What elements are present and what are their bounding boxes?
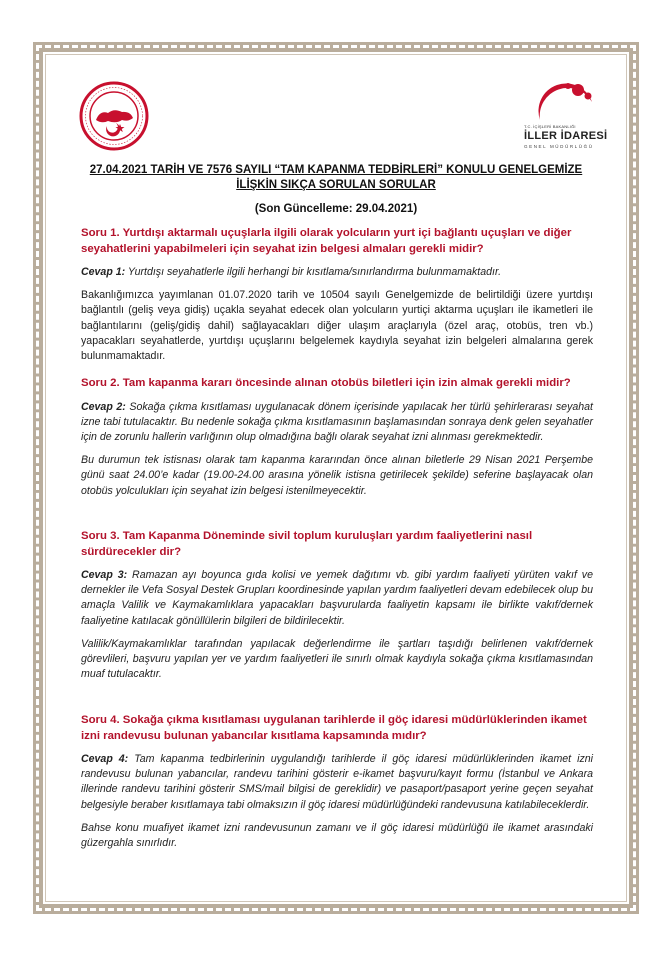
- answer-text: Yurtdışı seyahatlerle ilgili herhangi bir kısıtlama/sınırlandırma bulunmamaktadır.: [125, 266, 502, 278]
- answer-paragraph: [81, 400, 593, 446]
- qa-item-3: [81, 529, 593, 682]
- question-text: Soru 1. Yurtdışı aktarmalı uçuşlarla ilgili olarak yolcuların yurt içi bağlantı uçuşları ve diğer seyahatlerini yapabilmeleri için seyahat izin belgesi almaları gerekli midir?: [81, 227, 572, 255]
- answer-label: Cevap 4:: [81, 753, 129, 765]
- answer-paragraph: [81, 752, 593, 813]
- answer-text: Sokağa çıkma kısıtlaması uygulanacak dönem içerisinde yapılacak her türlü şehirlerarası seyahat izne tabi tutulacaktır. Bu nedenle sokağa çıkma kısıtlamasının başlamasından sonraya denk gelen seyahatler için de zorunlu hallerin varlığının olup olmadığına bağlı olarak seyahat izni alınması gerekmektedir.: [81, 400, 593, 443]
- document-title: 27.04.2021 TARİH VE 7576 SAYILI “TAM KAPANMA TEDBİRLERİ” KONULU GENELGEMİZE İLİŞKİN SIKÇA SORULAN SORULAR: [89, 164, 583, 191]
- qa-item-1: [81, 226, 593, 364]
- brand-subtitle: GENEL MÜDÜRLÜĞÜ: [524, 144, 594, 149]
- ministry-caption: T.C. İÇİŞLERİ BAKANLIĞI: [524, 124, 576, 129]
- question-text: Soru 4. Sokağa çıkma kısıtlaması uygulanan tarihlerde il göç idaresi müdürlüklerinden ikamet izni randevusu bulunan yabancılar kısıtlama kapsamında mıdır?: [81, 714, 587, 742]
- answer-text: Tam kapanma tedbirlerinin uygulandığı tarihlerde il göç idaresi müdürlüklerinden ikamet izni randevusu bulunan yabancılar, randevu tarihini gösterir e-ikamet başvuru/kayıt formu (İstanbul ve Ankara illerinde randevu tarihini gösterir SMS/mail bilgisi de gereklidir) ve pasaport/pasaport yerine geçen seyahat belgesiyle beraber kısıtlamaya tabi olmaksızın il göç idaresi müdürlüğündeki randevusuna katılabileceklerdir.: [81, 753, 593, 811]
- question-text: Soru 3. Tam Kapanma Döneminde sivil toplum kuruluşları yardım faaliyetlerini nasıl sürdürecekler dir?: [81, 530, 533, 558]
- crescent-star-icon: [530, 80, 600, 124]
- answer-text: Ramazan ayı boyunca gıda kolisi ve yemek dağıtımı vb. gibi yardım faaliyeti yürüten vakıf ve dernekler ile Vefa Sosyal Destek Grupları koordinesinde yapılan yardım faaliyetleri devam edebilecek olup bu amaçla Valilik ve Kaymakamlıklara yapacakları başvurularda faaliyetin kapsamı ile birlikte vakıf/dernek faaliyetine katılacak gönüllülerin bilgileri de bildirilecektir.: [81, 569, 593, 627]
- answer-extra-paragraph: Bahse konu muafiyet ikamet izni randevusunun zamanı ve il göç idaresi müdürlüğü ile ikamet arasındaki güzergahla sınırlıdır.: [81, 821, 593, 850]
- question-text: Soru 2. Tam kapanma kararı öncesinde alınan otobüs biletleri için izin almak gerekli midir?: [81, 377, 571, 389]
- qa-item-4: [81, 713, 593, 851]
- answer-label: Cevap 2:: [81, 400, 126, 413]
- answer-extra-paragraph: Valilik/Kaymakamlıklar tarafından yapılacak değerlendirme ile şartları taşıdığı belirlenen vakıf/dernek görevlileri, başvuru yapılan yer ve yardım faaliyetleri ile sınırlı olmak kaydıyla sokağa çıkma kısıtlamasından muaf tutulacaktır.: [81, 637, 593, 681]
- ministry-seal-icon: [78, 80, 150, 152]
- qa-item-2: [81, 376, 593, 499]
- answer-label: Cevap 3:: [81, 569, 128, 581]
- brand-name: İLLER İDARESİ: [524, 130, 608, 142]
- iller-idaresi-logo: [520, 80, 608, 158]
- answer-extra-paragraph: Bakanlığımızca yayımlanan 01.07.2020 tarih ve 10504 sayılı Genelgemizde de belirtildiği üzere yurtdışı bağlantılı (geliş veya gidiş) uçakla seyahat edecek olan yolcuların yurtiçi aktarma uçuşları ile ikametleri ile bağlantılarını (geliş/gidiş dahil) sağlayacakları diğer ulaşım araçlarıyla (özel araç, otobüs, tren vb.) yapacakları seyahatlerde, yurtdışı uçuşlarını belgelemek kaydıyla seyahat izin belgeleri almalarına gerek bulunmamaktadır.: [81, 289, 593, 363]
- answer-extra-paragraph: Bu durumun tek istisnası olarak tam kapanma kararından önce alınan biletlerle 29 Nisan 2021 Perşembe günü saat 24.00’e kadar (19.00-24.00 arasına yönelik istisna getirilecek şekilde) seferine başlayacak olan otobüs yolculukları için seyahat izin belgesi istenilmeyecektir.: [81, 454, 593, 497]
- answer-paragraph: [81, 265, 593, 280]
- answer-paragraph: [81, 568, 593, 629]
- last-updated: (Son Güncelleme: 29.04.2021): [254, 203, 418, 215]
- ministry-seal-logo: [78, 80, 150, 152]
- answer-label: Cevap 1:: [81, 266, 126, 278]
